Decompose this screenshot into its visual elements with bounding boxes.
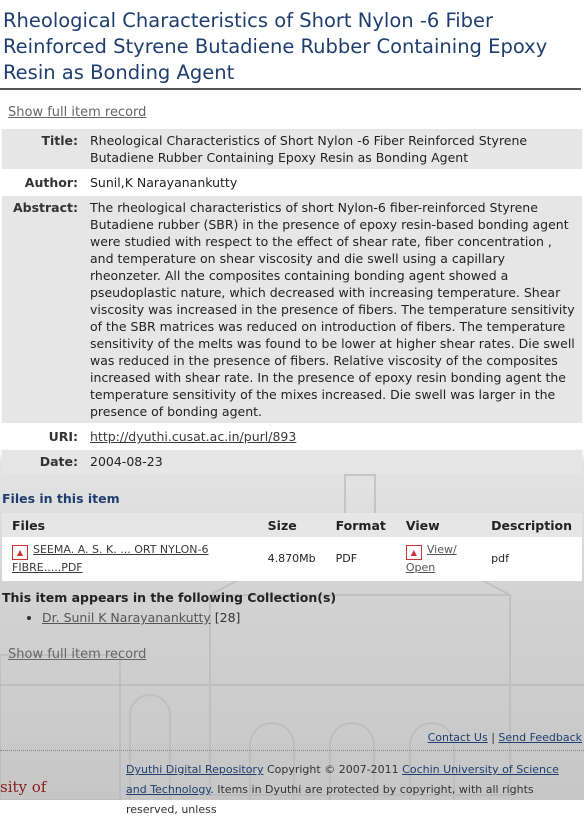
page-title: Rheological Characteristics of Short Nylon -6 Fiber Reinforced Styrene Butadiene Rubber Containing Epoxy Resin as Bonding Agent: [0, 0, 581, 90]
metadata-value: [84, 425, 582, 448]
footer-divider: [0, 750, 584, 751]
pdf-file-icon: ▲: [406, 545, 422, 560]
list-item: [42, 610, 240, 625]
send-feedback-link[interactable]: Send Feedback: [498, 731, 582, 744]
view-open-link[interactable]: View/ Open: [405, 543, 457, 574]
file-size: 4.870Mb: [267, 552, 316, 565]
metadata-label: URI:: [2, 425, 84, 448]
uri-link[interactable]: http://dyuthi.cusat.ac.in/purl/893: [90, 429, 297, 444]
metadata-value: Rheological Characteristics of Short Nylon -6 Fiber Reinforced Styrene Butadiene Rubber Containing Epoxy Resin as Bonding Agent: [84, 129, 582, 169]
file-format: PDF: [335, 552, 358, 565]
files-table-header: [2, 513, 582, 537]
footer-copyright: [126, 760, 566, 820]
column-header: Format: [326, 513, 396, 537]
collections-list: [24, 610, 240, 625]
footer-separator: |: [491, 731, 495, 744]
show-full-record-link[interactable]: Show full item record: [8, 105, 147, 120]
files-table: [2, 513, 582, 581]
table-row: [2, 537, 582, 581]
metadata-label: Date:: [2, 450, 84, 473]
footer-links: [428, 731, 582, 744]
metadata-row-uri: [2, 425, 582, 448]
metadata-label: Author:: [2, 171, 84, 194]
column-header: Size: [258, 513, 326, 537]
university-logo-text: sity of: [0, 778, 47, 796]
show-full-record-link-bottom[interactable]: Show full item record: [8, 647, 147, 662]
metadata-value: 2004-08-23: [84, 450, 582, 473]
file-description: pdf: [491, 552, 509, 565]
rights-text: . Items in Dyuthi are protected by copyright, with all rights reserved, unless: [126, 783, 534, 816]
repository-link[interactable]: Dyuthi Digital Repository: [126, 763, 264, 776]
files-section-title: Files in this item: [2, 491, 120, 506]
contact-us-link[interactable]: Contact Us: [427, 731, 488, 744]
collection-link[interactable]: Dr. Sunil K Narayanankutty: [42, 610, 211, 625]
metadata-label: Title:: [2, 129, 84, 169]
metadata-label: Abstract:: [2, 196, 84, 423]
metadata-value: The rheological characteristics of short Nylon-6 fiber-reinforced Styrene Butadiene rubber (SBR) in the presence of epoxy resin-based bonding agent were studied with respect to the effect of shear rate, fiber concentration , and temperature on shear viscosity and die swell using a capillary rheonzeter. All the composites containing bonding agent showed a pseudoplastic nature, which decreased with increasing temperature. Shear viscosity was increased in the presence of fibers. The temperature sensitivity of the SBR matrices was reduced on introduction of fibers. The temperature sensitivity of the melts was found to be lower at higher shear rates. Die swell was reduced in the presence of fibers. Relative viscosity of the composites increased with shear rate. In the presence of epoxy resin bonding agent the temperature sensitivity of the mixes increased. Die swell was larger in the presence of bonding agent.: [84, 196, 582, 423]
column-header: Description: [481, 513, 582, 537]
metadata-value: Sunil,K Narayanankutty: [84, 171, 582, 194]
metadata-table: [2, 127, 582, 475]
metadata-row-date: [2, 450, 582, 473]
metadata-row-title: [2, 129, 582, 169]
file-cell: [2, 537, 258, 581]
metadata-row-author: [2, 171, 582, 194]
column-header: View: [396, 513, 481, 537]
view-cell: [396, 537, 481, 581]
copyright-text: Copyright © 2007-2011: [263, 763, 403, 776]
pdf-file-icon: ▲: [12, 545, 28, 560]
file-download-link[interactable]: SEEMA. A. S. K. ... ORT NYLON-6 FIBRE.....PDF: [12, 543, 209, 574]
collection-count: [28]: [214, 610, 241, 625]
column-header: Files: [2, 513, 258, 537]
metadata-row-abstract: [2, 196, 582, 423]
university-link[interactable]: Cochin University of Science and Technology: [126, 763, 559, 796]
collections-title: This item appears in the following Collection(s): [2, 590, 337, 605]
